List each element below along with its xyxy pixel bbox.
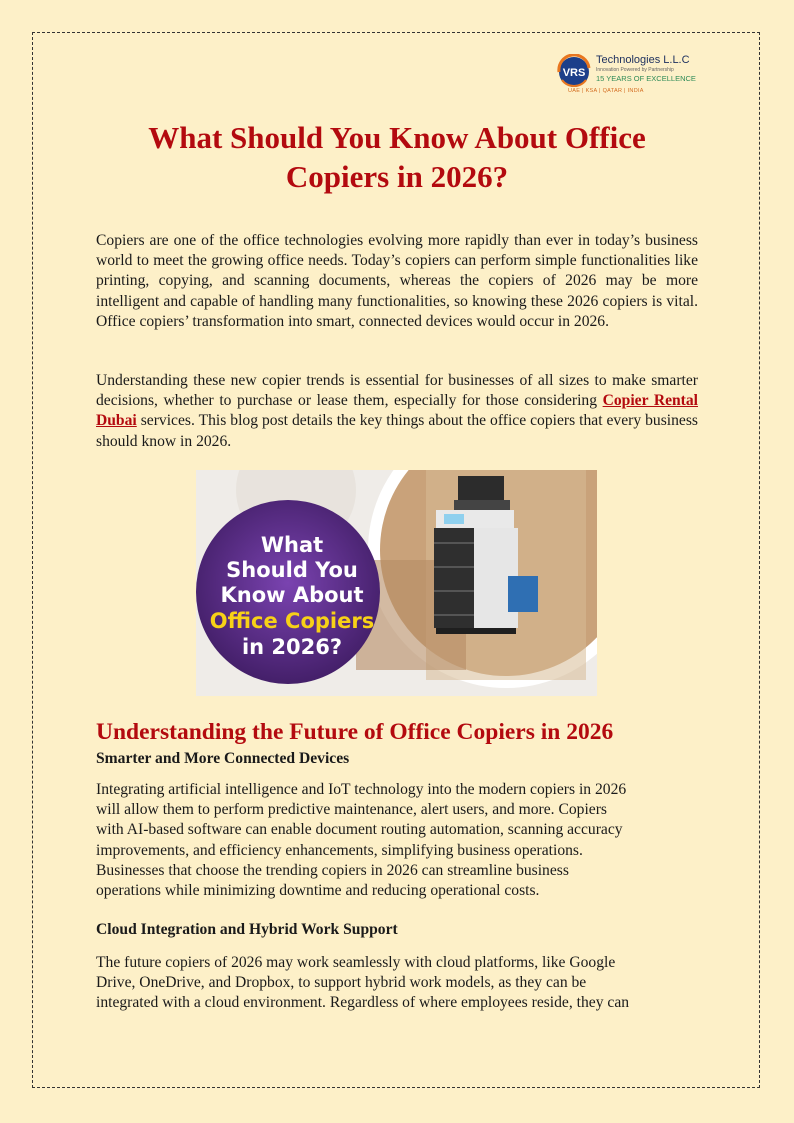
globe-logo-icon [556, 54, 592, 90]
section-paragraph-2-line: The future copiers of 2026 may work seamlessly with cloud platforms, like Google [96, 954, 616, 971]
intro-paragraph-1: Copiers are one of the office technologies evolving more rapidly than ever in today’s business world to meet the growing office needs. Today’s copiers can perform simple functionalities like printing, copying, and scanning documents, whereas the copiers of 2026 may be more intelligent and capable of handling many functionalities, so knowing these 2026 copiers is vital. Office copiers’ transformation into smart, connected devices would occur in 2026. [96, 232, 698, 330]
page-title-line-1: What Should You Know About Office [148, 120, 646, 155]
logo-countries: UAE | KSA | QATAR | INDIA [568, 88, 644, 94]
section-paragraph-1-line: will allow them to perform predictive maintenance, alert users, and more. Copiers [96, 801, 607, 819]
paper-box-icon [508, 576, 538, 612]
section-paragraph-2-line: integrated with a cloud environment. Regardless of where employees reside, they can [96, 994, 630, 1012]
hero-text-line-1: What [260, 533, 324, 557]
intro-paragraph-2-text-after: services. This blog post details the key things about the office copiers that every business should know in 2026. [96, 412, 698, 450]
section-paragraph-1-line: with AI-based software can enable document routing automation, scanning accuracy [96, 821, 623, 839]
section-paragraph-1 [96, 780, 698, 901]
section-heading: Understanding the Future of Office Copiers in 2026 [96, 719, 614, 745]
section-paragraph-2 [96, 953, 698, 1014]
hero-text-line-4: Office Copiers [209, 609, 375, 633]
intro-paragraph-2 [96, 371, 698, 452]
logo-years-text: 15 YEARS OF EXCELLENCE [596, 74, 696, 83]
hero-text-line-5: in 2026? [241, 635, 343, 659]
page-title [96, 118, 698, 196]
hero-text-line-2: Should You [226, 558, 358, 582]
hero-image [196, 470, 597, 696]
logo-emblem-text: VRS [562, 67, 586, 79]
intro-paragraph-2-text-before: Understanding these new copier trends is essential for businesses of all sizes to make smarter decisions, whether to purchase or lease them, especially for those considering [96, 372, 698, 410]
section-paragraph-1-line: operations while minimizing downtime and reducing operational costs. [96, 882, 540, 900]
logo-company-name: Technologies L.L.C [596, 54, 690, 66]
section-paragraph-1-line: improvements, and efficiency enhancements, simplifying business operations. [96, 841, 583, 859]
section-paragraph-2-line: Drive, OneDrive, and Dropbox, to support hybrid work models, as they can be [96, 974, 587, 992]
copier-rental-dubai-link[interactable]: Copier Rental Dubai [96, 392, 698, 430]
company-logo[interactable] [556, 52, 706, 98]
logo-tagline: Innovation Powered by Partnership [596, 67, 674, 73]
section-paragraph-1-line: Businesses that choose the trending copiers in 2026 can streamline business [96, 861, 569, 879]
hero-text-line-3: Know About [220, 583, 364, 607]
subheading-smarter-devices: Smarter and More Connected Devices [96, 750, 350, 767]
section-paragraph-1-line: Integrating artificial intelligence and IoT technology into the modern copiers in 2026 [96, 781, 627, 798]
page-title-line-2: Copiers in 2026? [285, 159, 509, 194]
hero-illustration [196, 470, 597, 696]
subheading-cloud-integration: Cloud Integration and Hybrid Work Support [96, 921, 398, 938]
